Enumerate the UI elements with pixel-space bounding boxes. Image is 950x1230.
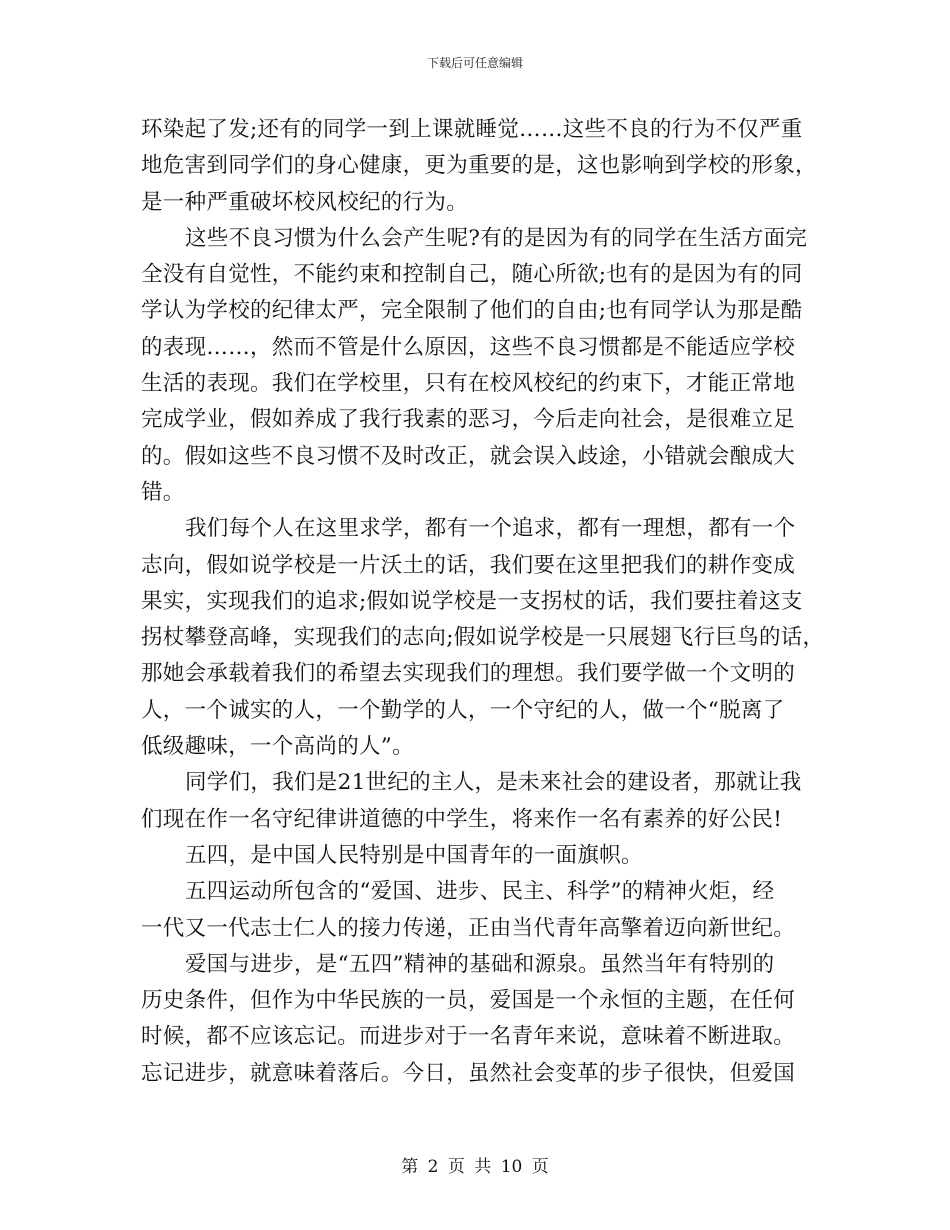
text-line: 那她会承载着我们的希望去实现我们的理想。我们要学做一个文明的: [141, 661, 796, 687]
text-line: 志向，假如说学校是一片沃土的话，我们要在这里把我们的耕作变成: [141, 552, 796, 578]
text-line: 错。: [141, 479, 185, 505]
text-line: 人，一个诚实的人，一个勤学的人，一个守纪的人，做一个“脱离了: [141, 697, 785, 723]
text-line: 忘记进步，就意味着落后。今日，虽然社会变革的步子很快，但爱国: [141, 1060, 796, 1086]
text-line: 五四，是中国人民特别是中国青年的一面旗帜。: [185, 842, 643, 868]
text-line: 地危害到同学们的身心健康，更为重要的是，这也影响到学校的形象，: [141, 153, 817, 179]
text-line: 的表现……，然而不管是什么原因，这些不良习惯都是不能适应学校: [141, 334, 796, 360]
text-line: 历史条件，但作为中华民族的一员，爱国是一个永恒的主题，在任何: [141, 988, 796, 1014]
text-line: 生活的表现。我们在学校里，只有在校风校纪的约束下，才能正常地: [141, 371, 796, 397]
text-line: 时候，都不应该忘记。而进步对于一名青年来说，意味着不断进取。: [141, 1024, 796, 1050]
text-line: 们现在作一名守纪律讲道德的中学生，将来作一名有素养的好公民!: [141, 806, 783, 832]
text-line: 环染起了发;还有的同学一到上课就睡觉……这些不良的行为不仅严重: [141, 117, 803, 142]
text-line: 这些不良习惯为什么会产生呢?有的是因为有的同学在生活方面完: [185, 225, 808, 251]
page-header: 下载后可任意编辑: [426, 56, 523, 70]
text-line: 完成学业，假如养成了我行我素的恶习，今后走向社会，是很难立足: [141, 407, 796, 433]
text-line: 拐杖攀登高峰，实现我们的志向;假如说学校是一只展翅飞行巨鸟的话，: [141, 625, 825, 651]
text-line: 五四运动所包含的“爱国、进步、民主、科学”的精神火炬，经: [185, 879, 775, 905]
text-line: 的。假如这些不良习惯不及时改正，就会误入歧途，小错就会酿成大: [141, 443, 796, 469]
page-footer: 第 2 页 共 10 页: [401, 1157, 549, 1177]
text-line: 是一种严重破坏校风校纪的行为。: [141, 189, 469, 215]
text-line: 爱国与进步，是“五四”精神的基础和源泉。虽然当年有特别的: [185, 951, 775, 977]
document-body: [141, 112, 825, 1092]
text-line: 我们每个人在这里求学，都有一个追求，都有一理想，都有一个: [185, 516, 796, 542]
text-line: 全没有自觉性，不能约束和控制自己，随心所欲;也有的是因为有的同: [141, 262, 803, 288]
text-line: 低级趣味，一个高尚的人”。: [141, 734, 414, 760]
text-line: 果实，实现我们的追求;假如说学校是一支拐杖的话，我们要拄着这支: [141, 588, 803, 614]
text-line: 学认为学校的纪律太严，完全限制了他们的自由;也有同学认为那是酷: [141, 298, 803, 324]
text-line: 同学们，我们是21世纪的主人，是未来社会的建设者，那就让我: [185, 770, 802, 796]
text-line: 一代又一代志士仁人的接力传递，正由当代青年高擎着迈向新世纪。: [141, 915, 796, 941]
